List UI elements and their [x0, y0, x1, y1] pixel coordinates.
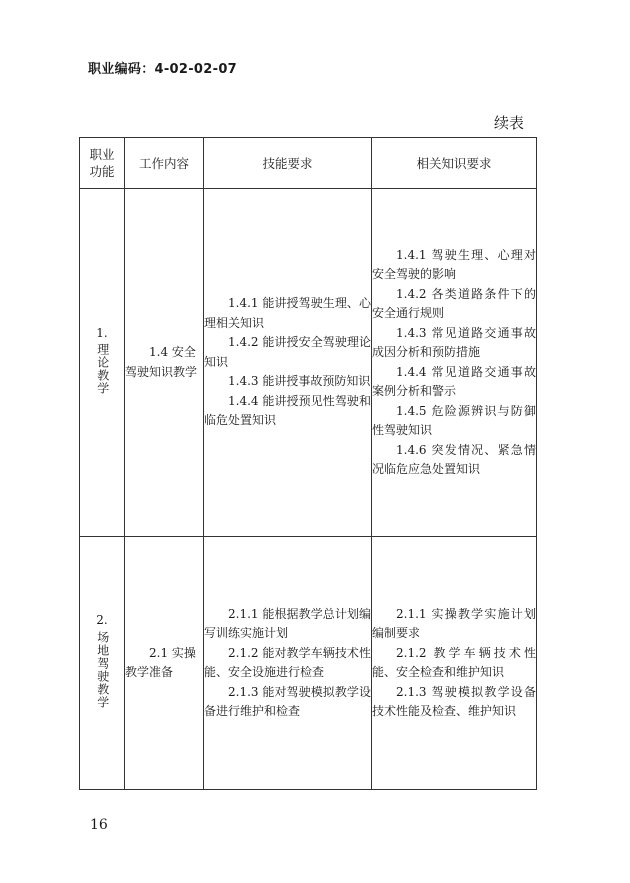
continued-label: 续表	[494, 114, 525, 132]
skill-item: 2.1.1 能根据教学总计划编写训练实施计划	[204, 606, 371, 640]
knowledge-item: 1.4.2 各类道路条件下的安全通行规则	[372, 286, 536, 320]
table-row	[80, 189, 537, 537]
function-cell	[80, 537, 125, 790]
skill-item: 2.1.3 能对驾驶模拟教学设备进行维护和检查	[204, 684, 371, 718]
knowledge-item: 2.1.1 实操教学实施计划编制要求	[372, 606, 536, 640]
knowledge-cell	[372, 537, 537, 790]
skill-item: 1.4.2 能讲授安全驾驶理论知识	[204, 335, 371, 369]
skill-item: 1.4.3 能讲授事故预防知识	[228, 374, 371, 389]
knowledge-item: 1.4.5 危险源辨识与防御性驾驶知识	[372, 403, 536, 437]
function-number: 1.	[96, 325, 108, 340]
knowledge-item: 1.4.1 驾驶生理、心理对安全驾驶的影响	[372, 247, 536, 281]
knowledge-item: 2.1.3 驾驶模拟教学设备技术性能及检查、维护知识	[372, 684, 536, 718]
header-skill-requirements: 技能要求	[204, 138, 372, 189]
table-row	[80, 537, 537, 790]
skill-requirements-table	[79, 137, 537, 790]
function-number: 2.	[96, 613, 108, 627]
knowledge-item: 1.4.3 常见道路交通事故成因分析和预防措施	[372, 325, 536, 359]
skill-item: 1.4.4 能讲授预见性驾驶和临危处置知识	[204, 393, 371, 428]
header-function: 职业功能	[80, 138, 125, 189]
header-work-content: 工作内容	[125, 138, 204, 189]
function-name: 理论教学	[95, 343, 110, 395]
skill-item: 1.4.1 能讲授驾驶生理、心理相关知识	[204, 296, 371, 330]
knowledge-item: 1.4.6 突发情况、紧急情况临危应急处置知识	[372, 442, 536, 476]
skill-item: 2.1.2 能对教学车辆技术性能、安全设施进行检查	[204, 645, 371, 679]
occupation-code: 职业编码：4-02-02-07	[88, 62, 238, 77]
work-content-cell	[125, 189, 204, 537]
knowledge-item: 1.4.4 常见道路交通事故案例分析和警示	[372, 364, 536, 398]
table-header-row	[80, 138, 537, 189]
header-knowledge-requirements: 相关知识要求	[372, 138, 537, 189]
work-content: 1.4 安全驾驶知识教学	[125, 345, 198, 379]
knowledge-item: 2.1.2 教学车辆技术性能、安全检查和维护知识	[372, 645, 536, 679]
knowledge-cell	[372, 189, 537, 537]
function-cell	[80, 189, 125, 537]
work-content-cell	[125, 537, 204, 790]
skill-cell	[204, 189, 372, 537]
function-name: 场地驾驶教学	[95, 630, 110, 709]
skill-cell	[204, 537, 372, 790]
work-content: 2.1 实操教学准备	[125, 645, 196, 679]
page-number: 16	[90, 817, 108, 833]
